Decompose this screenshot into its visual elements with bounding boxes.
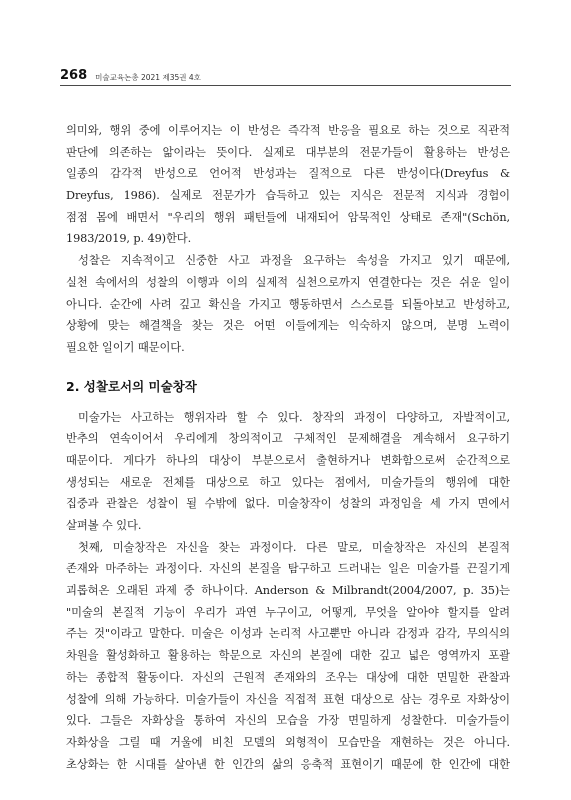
text-line: 괴롭혀온 오래된 과제 중 하나이다. Anderson & Milbrandt(2004/2007, p. 35)는 (66, 584, 510, 598)
text-line: 아니다. 순간에 사려 깊고 확신을 가지고 행동하면서 스스로를 되돌아보고 반성하고, (66, 297, 510, 311)
text-line: 생성되는 새로운 전체를 대상으로 하고 있다는 점에서, 미술가들의 행위에 대한 (66, 475, 510, 489)
text-line: 일종의 감각적 반성으로 언어적 반성과는 질적으로 다른 반성이다(Dreyfus & (66, 167, 510, 181)
text-line: 주는 것"이라고 말한다. 미술은 이성과 논리적 사고뿐만 아니라 감정과 감각, 무의식의 (66, 627, 510, 641)
text-line: 살펴볼 수 있다. (66, 519, 142, 532)
text-line: 성찰에 의해 가능하다. 미술가들이 자신을 직접적 표현 대상으로 삼는 경우로 자화상이 (66, 692, 510, 706)
paragraph-2 (66, 250, 510, 358)
page-number: 268 (60, 68, 88, 83)
text-line: 집중과 관찰은 성찰이 될 수밖에 없다. 미술창작이 성찰의 과정임을 세 가지 면에서 (66, 497, 510, 511)
journal-title: 미술교육논총 2021 제35권 4호 (95, 72, 201, 82)
text-line: 판단에 의존하는 앎이라는 뜻이다. 실제로 대부분의 전문가들이 활용하는 반성은 (66, 145, 510, 159)
text-line: Dreyfus, 1986). 실제로 전문가가 습득하고 있는 지식은 전문적 지식과 경험이 (66, 189, 510, 203)
paragraph-1 (66, 120, 510, 250)
text-line: 첫째, 미술창작은 자신을 찾는 과정이다. 다른 말로, 미술창작은 자신의 본질적 (78, 540, 510, 554)
text-line: 때문이다. 게다가 하나의 대상이 부분으로서 출현하거나 변화함으로써 순간적으로 (66, 453, 510, 467)
body-text (66, 120, 510, 775)
text-line: 초상화는 한 시대를 살아낸 한 인간의 삶의 응축적 표현이기 때문에 한 인간에 대한 (66, 757, 510, 771)
text-line: 1983/2019, p. 49)한다. (66, 232, 192, 246)
text-line: 차원을 활성화하고 활용하는 학문으로 자신의 본질에 대한 깊고 넓은 영역까지 포괄 (66, 649, 510, 663)
text-line: 있다. 그들은 자화상을 통하여 자신의 모습을 가장 면밀하게 성찰한다. 미술가들이 (66, 714, 510, 728)
text-line: 의미와, 행위 중에 이루어지는 이 반성은 즉각적 반응을 필요로 하는 것으로 직관적 (66, 124, 510, 137)
text-line: 상황에 맞는 해결책을 찾는 것은 어떤 이들에게는 익숙하지 않으며, 분명 노력이 (66, 319, 510, 333)
text-line: 하는 종합적 활동이다. 자신의 근원적 존재와의 조우는 대상에 대한 면밀한 관찰과 (66, 670, 510, 684)
paragraph-3 (66, 407, 510, 537)
text-line: 필요한 일이기 때문이다. (66, 340, 185, 354)
section-heading: 2. 성찰로서의 미술창작 (66, 378, 197, 394)
text-line: "미술의 본질적 기능이 우리가 과연 누구이고, 어떻게, 무엇을 알아야 할지를 알려 (66, 605, 510, 619)
paragraph-4 (66, 537, 510, 776)
text-line: 실천 속에서의 성찰의 이행과 이의 실제적 실천으로까지 연결한다는 것은 쉬운 일이 (66, 275, 510, 289)
text-line: 미술가는 사고하는 행위자라 할 수 있다. 창작의 과정이 다양하고, 자발적이고, (78, 410, 510, 424)
text-line: 자화상을 그릴 때 거울에 비친 모델의 외형적이 모습만을 재현하는 것은 아니다. (66, 735, 510, 749)
text-line: 성찰은 지속적이고 신중한 사고 과정을 요구하는 속성을 가지고 있기 때문에, (78, 254, 510, 268)
text-line: 점점 몸에 배면서 "우리의 행위 패턴들에 내재되어 암묵적인 상태로 존재"(Schön, (66, 210, 510, 224)
text-line: 존재와 마주하는 과정이다. 자신의 본질을 탐구하고 드러내는 일은 미술가를 끈질기게 (66, 562, 510, 576)
text-line: 반추의 연속이어서 우리에게 창의적이고 구체적인 문제해결을 계속해서 요구하기 (66, 432, 510, 446)
running-header (60, 64, 511, 86)
